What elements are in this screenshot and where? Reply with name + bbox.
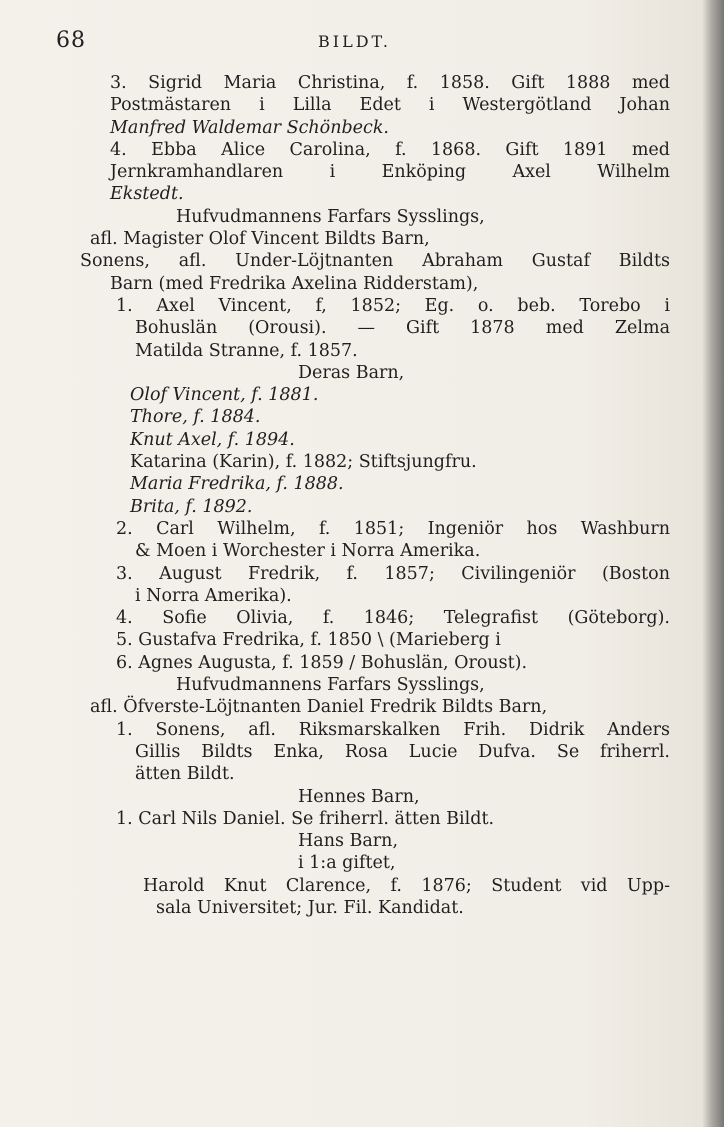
- text-line: Gillis Bildts Enka, Rosa Lucie Dufva. Se friherrl.: [135, 741, 670, 762]
- text-line: Knut Axel, f. 1894.: [130, 429, 295, 450]
- text-line: Hans Barn,: [298, 831, 399, 852]
- page-edge: [702, 0, 724, 1127]
- text-line: Barn (med Fredrika Axelina Ridderstam),: [110, 273, 479, 294]
- text-line: Maria Fredrika, f. 1888.: [130, 474, 344, 495]
- page-number: 68: [56, 28, 86, 53]
- text-line: Hufvudmannens Farfars Sysslings,: [176, 206, 485, 227]
- genealogy-text: [80, 72, 670, 919]
- text-line: i 1:a giftet,: [298, 853, 396, 874]
- page-header: [0, 28, 724, 58]
- text-line: Hennes Barn,: [298, 786, 420, 807]
- text-line: Ekstedt.: [110, 184, 184, 205]
- text-line: 3. August Fredrik, f. 1857; Civilingeniör (Boston: [116, 563, 670, 584]
- text-line: ätten Bildt.: [135, 764, 235, 785]
- running-title: BILDT.: [318, 32, 391, 51]
- text-line: sala Universitet; Jur. Fil. Kandidat.: [156, 897, 464, 918]
- text-line: Hufvudmannens Farfars Sysslings,: [176, 675, 485, 696]
- text-line: Katarina (Karin), f. 1882; Stiftsjungfru.: [130, 452, 477, 473]
- text-line: Matilda Stranne, f. 1857.: [135, 340, 358, 361]
- text-line: Brita, f. 1892.: [130, 496, 253, 517]
- text-line: 1. Carl Nils Daniel. Se friherrl. ätten Bildt.: [116, 808, 495, 829]
- text-line: afl. Magister Olof Vincent Bildts Barn,: [90, 229, 430, 250]
- text-line: afl. Öfverste-Löjtnanten Daniel Fredrik Bildts Barn,: [90, 697, 548, 718]
- text-line: 6. Agnes Augusta, f. 1859 / Bohuslän, Oroust).: [116, 652, 528, 673]
- text-line: Thore, f. 1884.: [130, 407, 261, 428]
- text-line: 5. Gustafva Fredrika, f. 1850 \ (Marieberg i: [116, 630, 501, 651]
- text-line: 4. Sofie Olivia, f. 1846; Telegrafist (Göteborg).: [116, 608, 670, 629]
- text-line: Sonens, afl. Under-Löjtnanten Abraham Gustaf Bildts: [80, 251, 670, 272]
- text-line: Postmästaren i Lilla Edet i Westergötland Johan: [110, 95, 670, 116]
- text-line: Bohuslän (Orousi). — Gift 1878 med Zelma: [135, 318, 670, 339]
- text-line: Deras Barn,: [298, 362, 405, 383]
- text-line: Olof Vincent, f. 1881.: [130, 385, 319, 406]
- text-line: 1. Axel Vincent, f, 1852; Eg. o. beb. Torebo i: [116, 295, 670, 316]
- text-line: 2. Carl Wilhelm, f. 1851; Ingeniör hos Washburn: [116, 518, 670, 539]
- text-line: 4. Ebba Alice Carolina, f. 1868. Gift 1891 med: [110, 139, 670, 160]
- text-line: Harold Knut Clarence, f. 1876; Student vid Upp-: [143, 875, 670, 896]
- text-line: i Norra Amerika).: [135, 585, 292, 606]
- text-line: 1. Sonens, afl. Riksmarskalken Frih. Didrik Anders: [116, 719, 670, 740]
- text-line: Jernkramhandlaren i Enköping Axel Wilhelm: [110, 162, 670, 183]
- text-line: Manfred Waldemar Schönbeck.: [110, 117, 389, 138]
- text-line: 3. Sigrid Maria Christina, f. 1858. Gift 1888 med: [110, 73, 670, 93]
- text-line: & Moen i Worchester i Norra Amerika.: [135, 541, 481, 562]
